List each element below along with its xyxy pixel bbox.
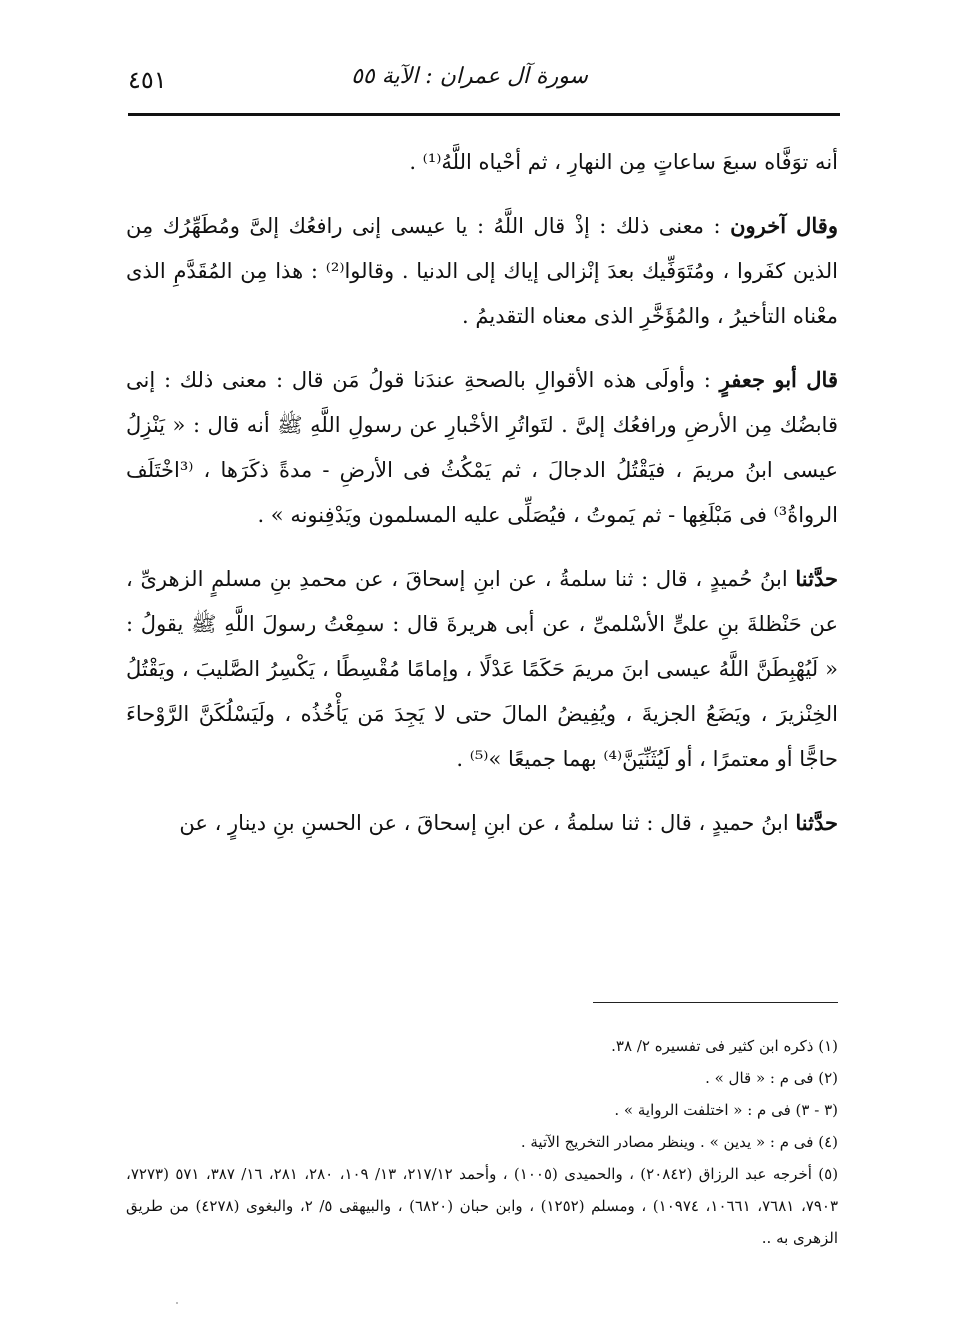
running-header bbox=[128, 60, 838, 100]
page-number: ٤٥١ bbox=[128, 66, 167, 94]
footnote-4: (٤) فى م : « يدين » . وينظر مصادر التخريج الآتية . bbox=[520, 1133, 838, 1151]
footnote-5: (٥) أخرجه عبد الرزاق (٢٠٨٤٢) ، والحميدى (١٠٠٥) ، وأحمد ٢١٧/١٢، ١٣/ ١٠٩، ٢٨٠، ٢٨١، ١٦/ ٣٨٧، ٥٧١ (٧٢٧٣، ٧٩٠٣، ٧٦٨١، ١٠٦٦١، ١٠٩٧٤) ، ومسلم (١٢٥٢) ، وابن حبان (٦٨٢٠) ، والبيهقى ٥/ ٢، والبغوى (٤٢٧٨) من طريق الزهرى به .. bbox=[126, 1165, 839, 1247]
footnote-2: (٢) فى م : « قال » . bbox=[705, 1069, 838, 1087]
paragraph-4-text: ابنُ حُميدٍ ، قال : ثنا سلمةُ ، عن ابنِ إسحاقَ ، عن محمدِ بنِ مسلمٍ الزهرىِّ ، عن حَنْظلةَ بنِ علىٍّ الأسْلمىِّ ، عن أبى هريرةَ قال : سمِعْتُ رسولَ اللَّهِ ﷺ يقولُ : « لَيُهْبِطَنَّ اللَّهُ عيسى ابنَ مريمَ حَكَمًا عَدْلًا ، وإمامًا مُقْسِطًا ، يَكْسِرُ الصَّليبَ ، ويَقْتُلُ الخِنْزيرَ ، ويَضَعُ الجزيةَ ، ويُفِيضُ المالَ حتى لا يَجِدَ مَن يَأْخُذُه ، ولَيَسْلُكَنَّ الرَّوْحاءَ حاجًّا أو معتمرًا ، أو لَيُثَنِّيَنَّ⁽⁴⁾ بهما جميعًا »⁽⁵⁾ . bbox=[126, 567, 838, 771]
footnotes bbox=[126, 1030, 838, 1254]
paragraph-2-lead: وقال آخرون bbox=[730, 213, 838, 238]
paragraph-5-text: ابنُ حميدٍ ، قال : ثنا سلمةُ ، عن ابنِ إسحاقَ ، عن الحسنِ بنِ دينارٍ ، عن bbox=[179, 811, 796, 835]
chapter-title: سورة آل عمران : الآية ٥٥ bbox=[351, 64, 588, 89]
footnote-rule bbox=[593, 1002, 838, 1003]
scan-speck bbox=[176, 1302, 178, 1304]
paragraph-4-lead: حدَّثنا bbox=[795, 566, 838, 591]
paragraph-1-text: أنه توَفَّاه سبعَ ساعاتٍ مِن النهارِ ، ثم أحْياه اللَّهُ⁽¹⁾ . bbox=[409, 150, 838, 174]
paragraph-5 bbox=[126, 800, 838, 846]
paragraph-2 bbox=[126, 203, 838, 339]
footnote-1: (١) ذكره ابن كثير فى تفسيره ٢/ ٣٨. bbox=[611, 1037, 838, 1055]
paragraph-1 bbox=[126, 140, 838, 185]
paragraph-3 bbox=[126, 357, 838, 538]
paragraph-4 bbox=[126, 556, 838, 782]
paragraph-2-text: : معنى ذلك : إذْ قال اللَّهُ : يا عيسى إنى رافعُك إلىَّ ومُطَهِّرُك مِن الذين كفَروا ، ومُتَوَفِّيك بعدَ إنْزالى إياك إلى الدنيا . وقالوا⁽²⁾ : هذا مِن المُقَدَّمِ الذى معْناه التأخيرُ ، والمُؤَخَّرِ الذى معناه التقديمُ . bbox=[126, 214, 838, 328]
footnote-3: (٣ - ٣) فى م : « اختلفت الرواية » . bbox=[614, 1101, 838, 1119]
main-text bbox=[126, 140, 838, 864]
paragraph-3-lead: قال أبو جعفرٍ bbox=[719, 367, 838, 392]
paragraph-3-text: : وأولَى هذه الأقوالِ بالصحةِ عندَنا قولُ مَن قال : معنى ذلك : إنى قابضُك مِن الأرضِ ورافعُك إلىَّ . لتَواتُرِ الأخْبارِ عن رسولِ اللَّهِ ﷺ أنه قال : « يَنْزِلُ عيسى ابنُ مريمَ ، فيَقْتُلُ الدجالَ ، ثم يَمْكُثُ فى الأرضِ - مدةً ذكَرَها ، ⁽³اخْتَلَف الرواةُ³⁾ فى مَبْلَغِها - ثم يَموتُ ، فيُصَلِّى عليه المسلمون ويَدْفِنونه » . bbox=[126, 368, 838, 527]
paragraph-5-lead: حدَّثنا bbox=[795, 810, 838, 835]
header-rule bbox=[128, 113, 840, 116]
